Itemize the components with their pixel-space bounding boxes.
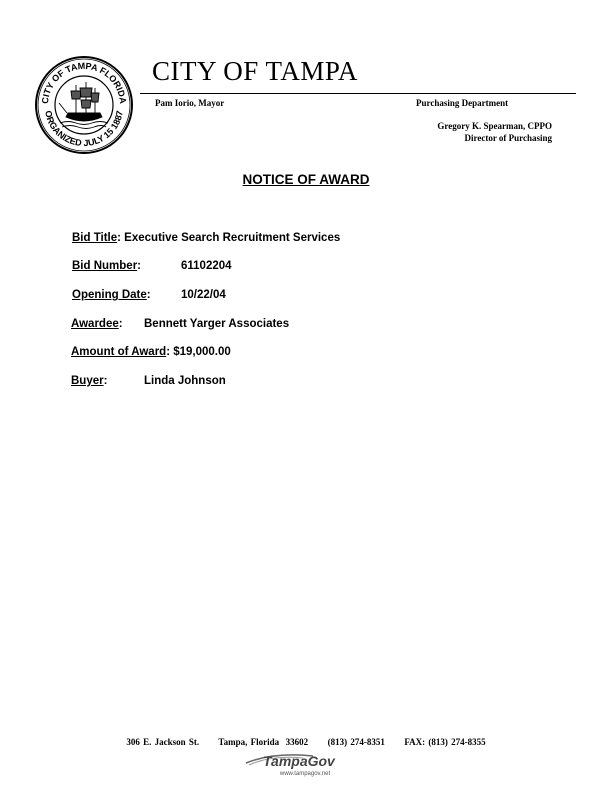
awardee-row xyxy=(71,318,123,330)
buyer-value: Linda Johnson xyxy=(144,375,226,387)
footer-address: 306 E. Jackson St. Tampa, Florida 33602 (813) 274-8351 FAX: (813) 274-8355 xyxy=(126,737,486,747)
opening-date-colon: : xyxy=(146,289,151,301)
director-name: Gregory K. Spearman, CPPO xyxy=(437,121,552,131)
header-divider xyxy=(140,93,576,94)
city-title: CITY OF TAMPA xyxy=(152,56,358,86)
bid-number-value: 61102204 xyxy=(181,260,232,272)
bid-title-value: : Executive Search Recruitment Services xyxy=(117,232,341,244)
amount-value: : $19,000.00 xyxy=(166,346,231,358)
seal-text-bottom: ORGANIZED JULY 15 1887 xyxy=(43,109,125,149)
buyer-row xyxy=(71,375,107,387)
opening-date-row xyxy=(72,289,151,301)
amount-row xyxy=(71,346,231,358)
tampagov-logo xyxy=(243,751,365,777)
awardee-value: Bennett Yarger Associates xyxy=(144,318,290,330)
department-name: Purchasing Department xyxy=(416,98,509,108)
city-seal-logo xyxy=(34,55,134,155)
buyer-label: Buyer xyxy=(71,375,104,387)
seal-text-top: CITY OF TAMPA FLORIDA xyxy=(39,60,129,105)
bid-number-colon: : xyxy=(137,260,142,272)
director-title: Director of Purchasing xyxy=(464,133,552,143)
awardee-colon: : xyxy=(118,318,123,330)
opening-date-value: 10/22/04 xyxy=(181,289,226,301)
awardee-label: Awardee xyxy=(71,318,119,330)
mayor-name: Pam Iorio, Mayor xyxy=(155,98,225,108)
bid-number-label: Bid Number xyxy=(72,260,138,272)
bid-number-row xyxy=(72,260,141,272)
bid-title-row xyxy=(72,232,340,244)
amount-label: Amount of Award xyxy=(71,346,167,358)
bid-title-label: Bid Title xyxy=(72,232,118,244)
logo-text: TampaGov xyxy=(263,753,335,769)
opening-date-label: Opening Date xyxy=(72,289,147,301)
logo-url: www.tampagov.net xyxy=(279,771,331,777)
ship-icon xyxy=(59,82,108,129)
buyer-colon: : xyxy=(103,375,108,387)
notice-heading: NOTICE OF AWARD xyxy=(242,172,370,187)
